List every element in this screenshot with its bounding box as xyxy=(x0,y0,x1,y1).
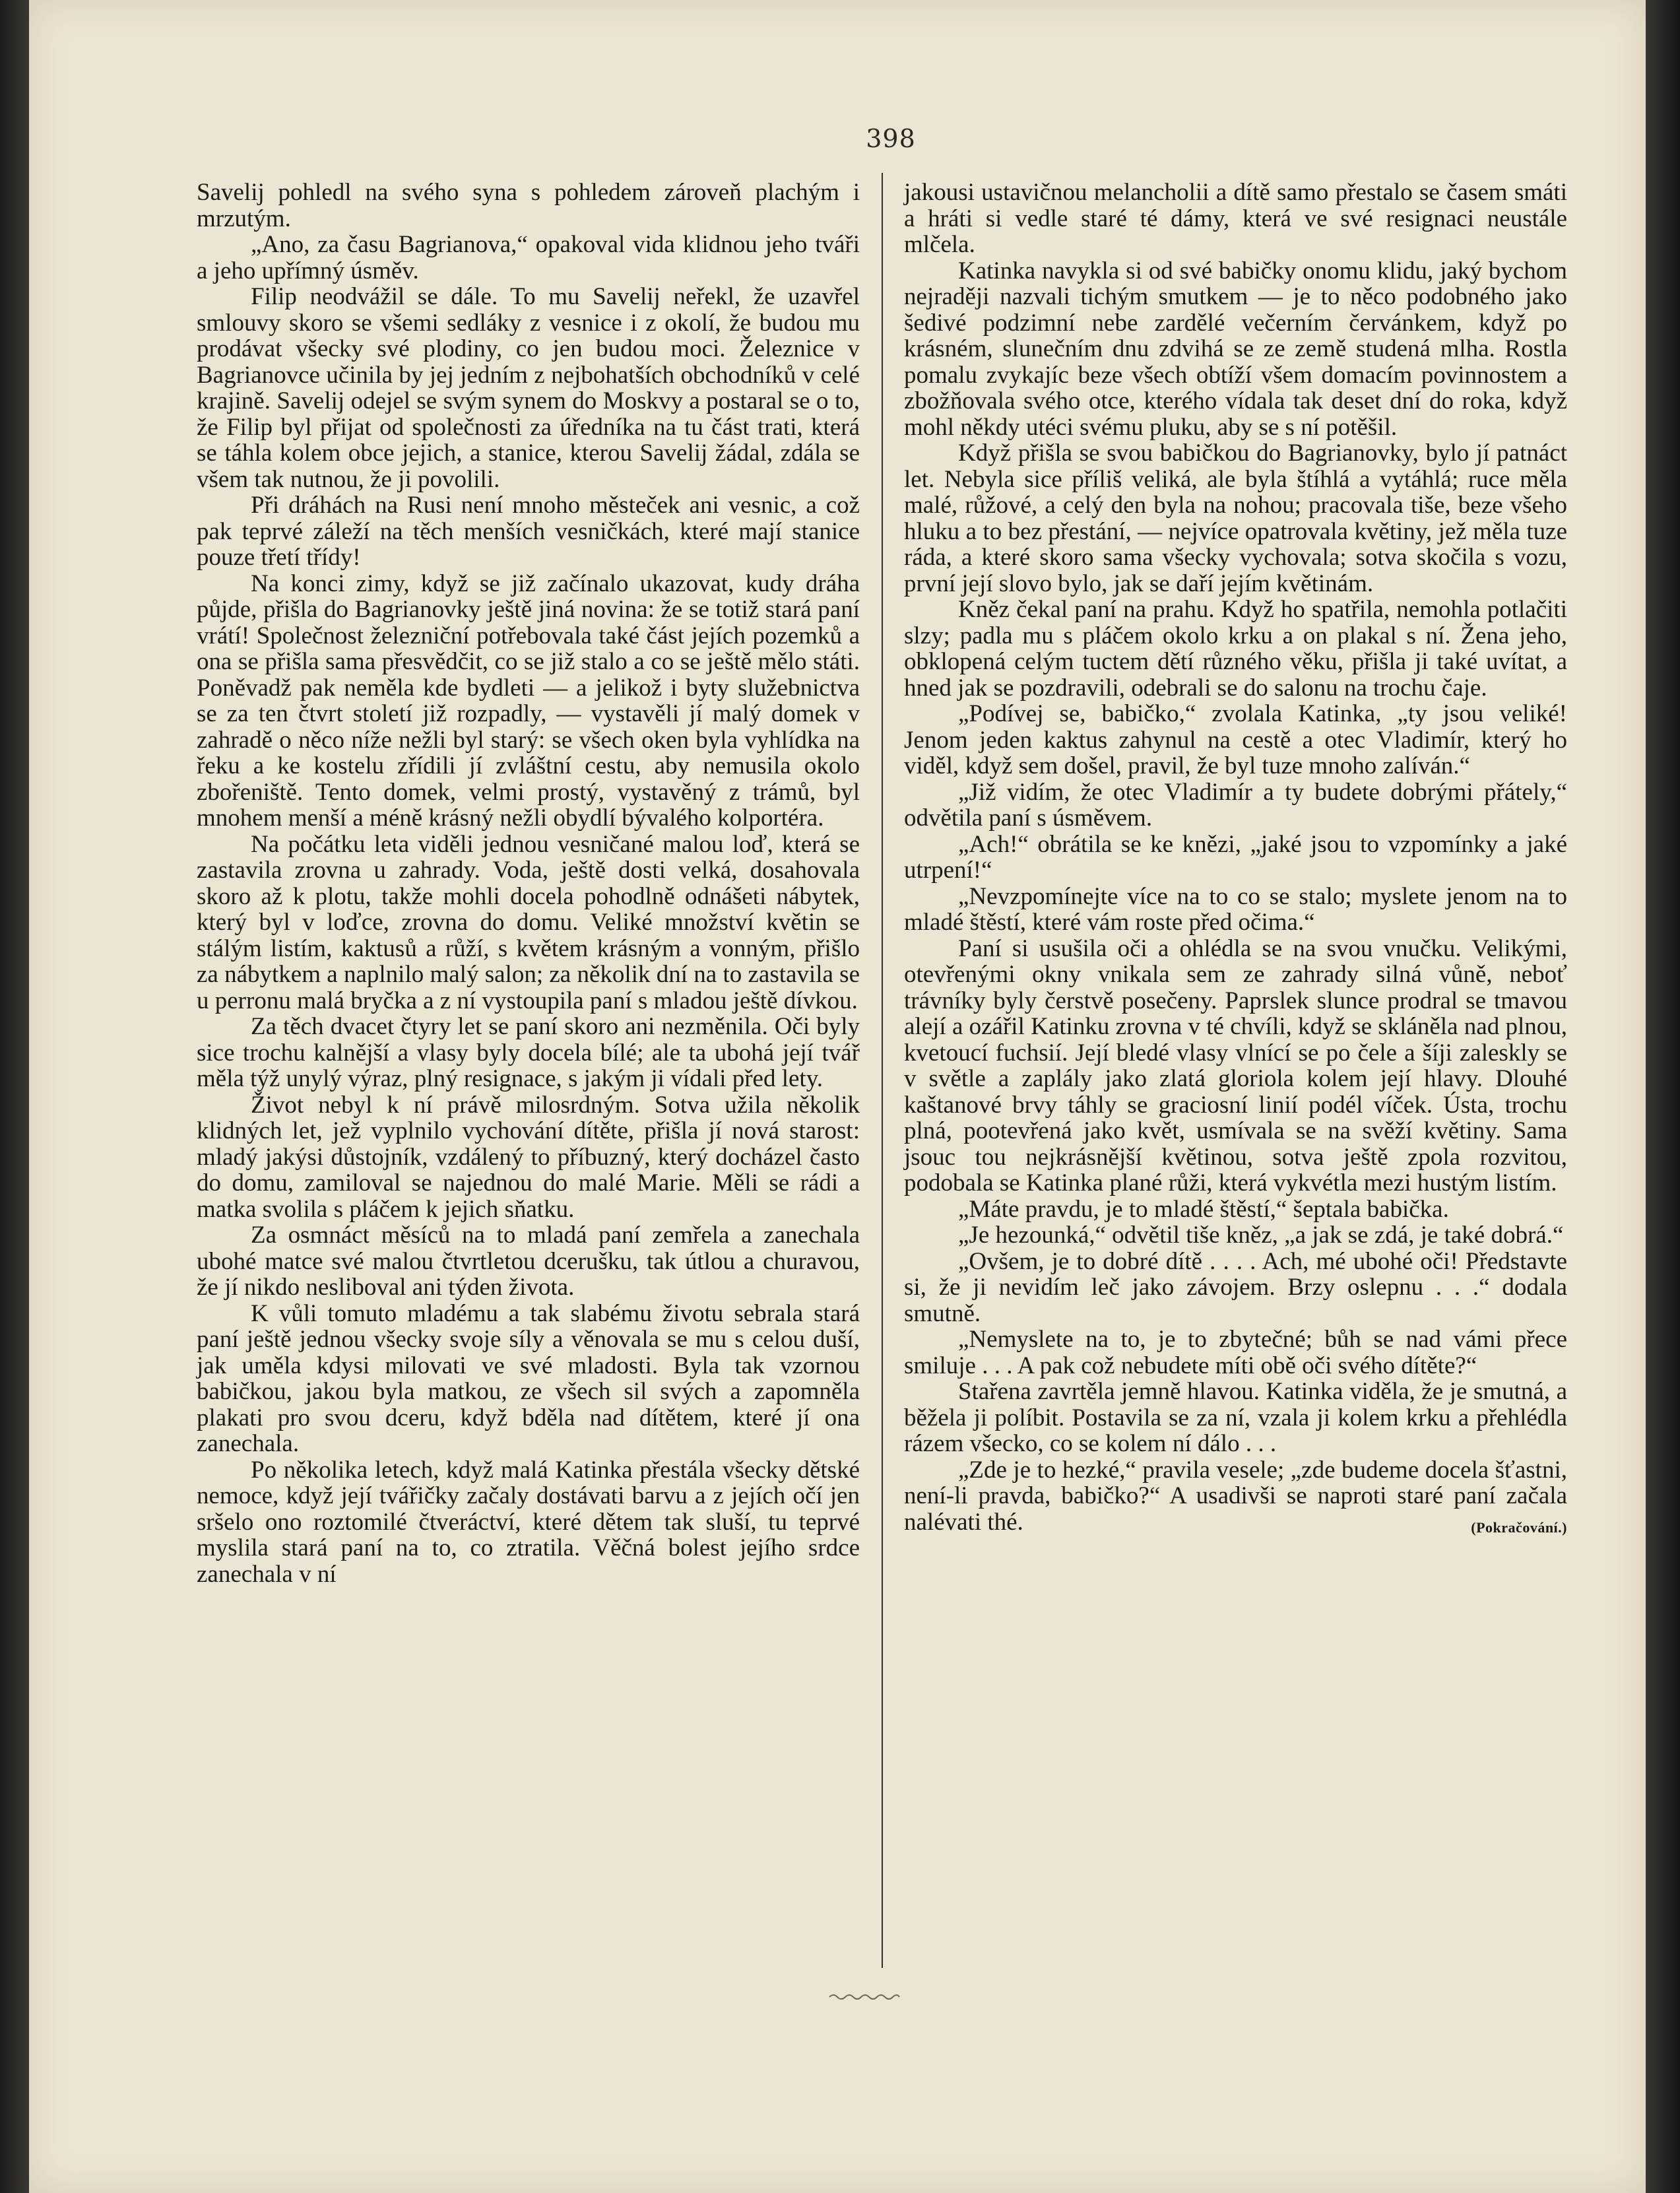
paragraph: jakousi ustavičnou melancholii a dítě samo přestalo se časem smáti a hráti si vedle staré té dámy, která ve své resignaci neustále mlčela. xyxy=(904,179,1567,258)
paragraph: „Nevzpomínejte více na to co se stalo; myslete jenom na to mladé štěstí, které vám roste před očima.“ xyxy=(904,882,1567,936)
column-divider xyxy=(882,173,883,1968)
paragraph: Život nebyl k ní právě milosrdným. Sotva užila několik klidných let, jež vyplnilo vychování dítěte, přišla jí nová starost: mladý jakýsi důstojník, vzdálený to příbuzný, který docházel často do domu, zamiloval se najednou do malé Marie. Měli se rádi a matka svolila s pláčem k jejich sňatku. xyxy=(197,1091,860,1223)
paragraph: Po několika letech, když malá Katinka přestála všecky dětské nemoce, když její tvářičky začaly dostávati barvu a z jejích očí jen sršelo ono roztomilé čtveráctví, které dětem tak sluší, tu teprvé myslila stará paní na to, co ztratila. Věčná bolest jejího srdce zanechala v ní xyxy=(197,1456,860,1588)
paragraph: Za osmnáct měsíců na to mladá paní zemřela a zanechala ubohé matce své malou čtvrtletou dcerušku, tak útlou a churavou, že jí nikdo nesliboval ani týden života. xyxy=(197,1222,860,1301)
right-text-column xyxy=(904,180,1567,1540)
paragraph: „Ano, za času Bagrianova,“ opakoval vida klidnou jeho tváři a jeho upřímný úsměv. xyxy=(197,231,860,284)
paragraph: Katinka navykla si od své babičky onomu klidu, jaký bychom nejraději nazvali tichým smutkem — je to něco podobného jako šedivé podzimní nebe zardělé večerním červánkem, když po krásném, slunečním dnu zdvihá se ze země studená mlha. Rostla pomalu zvykajíc beze všech obtíží všem domacím povinnostem a zbožňovala svého otce, kterého vídala tak deset dní do roka, když mohl někdy utéci svému pluku, aby se s ní potěšil. xyxy=(904,257,1567,441)
book-spine-edge xyxy=(0,0,29,2193)
paragraph: „Máte pravdu, je to mladé štěstí,“ šeptala babička. xyxy=(958,1195,1449,1223)
paragraph: Za těch dvacet čtyry let se paní skoro ani nezměnila. Oči byly sice trochu kalnější a vlasy byly docela bílé; ale ta ubohá její tvář měla týž unylý výraz, plný resignace, s jakým ji vídali před lety. xyxy=(197,1013,860,1092)
paragraph: K vůli tomuto mladému a tak slabému životu sebrala stará paní ještě jednou všecky svoje síly a věnovala se mu s celou duší, jak uměla kdysi milovati ve své mladosti. Byla tak vzornou babičkou, jakou byla matkou, ze všech sil svých a zapomněla plakati pro svou dceru, když bděla nad dítětem, které jí ona zanechala. xyxy=(197,1299,860,1457)
paragraph: „Již vidím, že otec Vladimír a ty budete dobrými přátely,“ odvětila paní s úsměvem. xyxy=(904,778,1567,832)
left-text-column xyxy=(197,180,860,1587)
page-number: 398 xyxy=(866,124,916,153)
paragraph: Kněz čekal paní na prahu. Když ho spatřila, nemohla potlačiti slzy; padla mu s pláčem okolo krku a on plakal s ní. Žena jeho, obklopená celým tuctem dětí různého věku, přišla ji také uvítat, a hned jak se pozdravili, odebrali se do salonu na trochu čaje. xyxy=(904,596,1567,702)
paragraph: „Zde je to hezké,“ pravila vesele; „zde budeme docela šťastni, není-li pravda, babičko?“ A usadivši se naproti staré paní začala nalévati thé. (Pokračování.) xyxy=(904,1457,1567,1536)
paragraph: „Podívej se, babičko,“ zvolala Katinka, „ty jsou veliké! Jenom jeden kaktus zahynul na cestě a otec Vladimír, který ho viděl, když sem došel, pravil, že byl tuze mnoho zalíván.“ xyxy=(904,700,1567,779)
paragraph: Při dráhách na Rusi není mnoho městeček ani vesnic, a což pak teprvé záleží na těch menších vesničkách, které mají stanice pouze třetí třídy! xyxy=(197,492,860,571)
paragraph: Na počátku leta viděli jednou vesničané malou loď, která se zastavila zrovna u zahrady. Voda, ještě dosti velká, dosahovala skoro až k plotu, takže mohli docela pohodlně odnášeti nábytek, který byl v loďce, zrovna do domu. Veliké množství květin se stálým listím, kaktusů a růží, s květem krásným a vonným, přišlo za nábytkem a naplnilo malý salon; za několik dní na to zastavila se u perronu malá bryčka a z ní vystoupila paní s mladou ještě dívkou. xyxy=(197,830,860,1014)
paragraph: Na konci zimy, když se již začínalo ukazovat, kudy dráha půjde, přišla do Bagrianovky ještě jiná novina: že se totiž stará paní vrátí! Společnost železniční potřebovala také část jejích pozemků a ona se přišla sama přesvědčit, co se již stalo a co se ještě mělo státi. Poněvadž pak neměla kde bydleti — a jelikož i byty služebnictva se za ten čtvrt století již rozpadly, — vystavěli jí malý domek v zahradě o něco níže nežli byl starý: se všech oken byla vyhlídka na řeku a ke kostelu zřídili jí zvláštní cestu, aby nemusila okolo zbořeniště. Tento domek, velmi prostý, vystavěný z trámů, byl mnohem menší a méně krásný nežli obydlí bývalého kolportéra. xyxy=(197,570,860,832)
page-edge-right xyxy=(1646,0,1680,2193)
paragraph: „Nemyslete na to, je to zbytečné; bůh se nad vámi přece smiluje . . . A pak což nebudete míti obě oči svého dítěte?“ xyxy=(904,1326,1567,1379)
paragraph: „Ovšem, je to dobré dítě . . . . Ach, mé ubohé oči! Představte si, že ji nevidím leč jako závojem. Brzy oslepnu . . .“ dodala smutně. xyxy=(904,1247,1567,1327)
continuation-note: (Pokračování.) xyxy=(1471,1519,1567,1536)
end-ornament-icon xyxy=(828,1992,901,2005)
paragraph: Filip neodvážil se dále. To mu Savelij neřekl, že uzavřel smlouvy skoro se všemi sedláky z vesnice i z okolí, že budou mu prodávat všecky své plodiny, co jen budou moci. Železnice v Bagrianovce učinila by jej jedním z nejbohatších obchodníků v celé krajině. Savelij odejel se svým synem do Moskvy a postaral se o to, že Filip byl přijat od společnosti za úředníka na tu část trati, která se táhla kolem obce jejich, a stanice, kterou Savelij žádal, zdála se všem tak nutnou, že ji povolili. xyxy=(197,283,860,493)
paragraph: Stařena zavrtěla jemně hlavou. Katinka viděla, že je smutná, a běžela ji políbit. Postavila se za ní, vzala ji kolem krku a přehlédla rázem všecko, co se kolem ní dálo . . . xyxy=(904,1378,1567,1457)
paragraph: Savelij pohledl na svého syna s pohledem zároveň plachým i mrzutým. xyxy=(197,179,860,232)
paragraph: „Je hezounká,“ odvětil tiše kněz, „a jak se zdá, je také dobrá.“ xyxy=(958,1222,1564,1249)
paragraph: Paní si usušila oči a ohlédla se na svou vnučku. Velikými, otevřenými okny vnikala sem ze zahrady silná vůně, neboť trávníky byly čerstvě posečeny. Paprslek slunce prodral se tmavou alejí a ozářil Katinku zrovna v té chvíli, když se skláněla nad plnou, kvetoucí fuchsií. Její bledé vlasy vlnící se po čele a šíji zaleskly se v světle a zaplály jako zlatá gloriola kolem její hlavy. Dlouhé kaštanové brvy táhly se graciosní linií podél víček. Ústa, trochu plná, pootevřená jako květ, usmívala se na svěží květiny. Sama jsouc tou nejkrásnější květinou, sotva ještě zpola rozvitou, podobala se Katinka plané růži, která vykvétla mezi hustým listím. xyxy=(904,934,1567,1196)
paragraph: „Ach!“ obrátila se ke knězi, „jaké jsou to vzpomínky a jaké utrpení!“ xyxy=(904,830,1567,884)
paragraph: Když přišla se svou babičkou do Bagrianovky, bylo jí patnáct let. Nebyla sice příliš veliká, ale byla štíhlá a vytáhlá; ruce měla malé, růžové, a celý den byla na nohou; pracovala tiše, beze všeho hluku a to bez přestání, — nejvíce opatrovala květiny, jež měla tuze ráda, a které skoro sama všecky vychovala; sotva skočila s vozu, první její slovo bylo, jak se daří jejím květinám. xyxy=(904,440,1567,597)
